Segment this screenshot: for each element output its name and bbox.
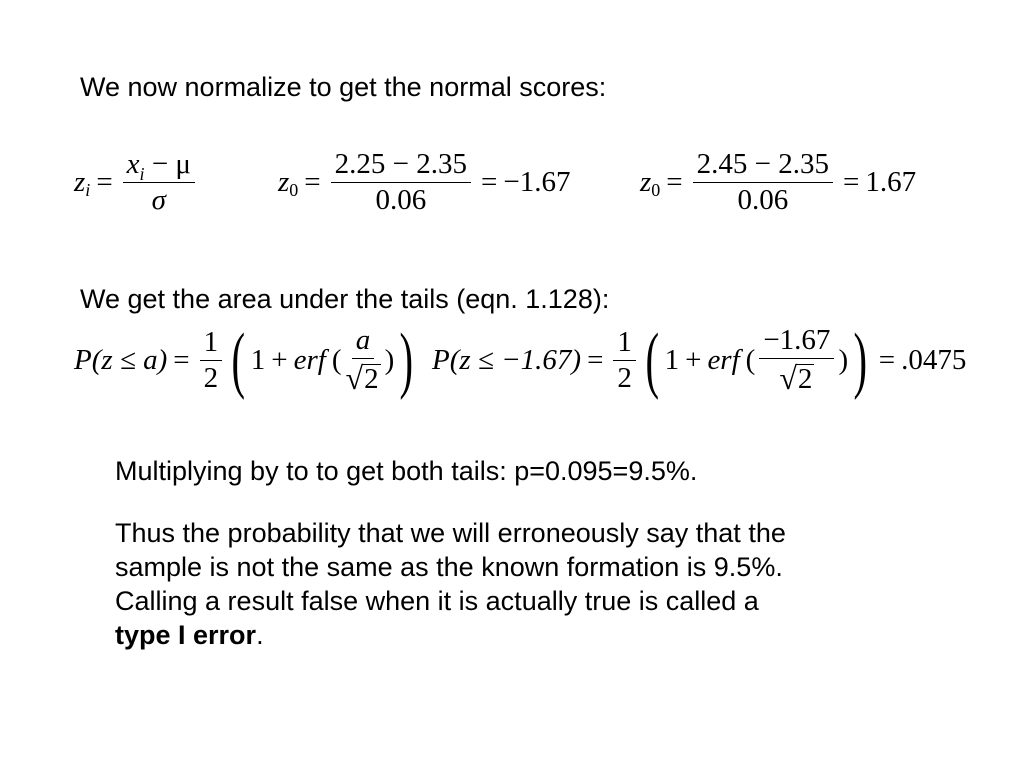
denominator: 0.06	[737, 184, 789, 216]
sqrt-radicand: 2	[797, 363, 813, 395]
result-value: −1.67	[503, 166, 571, 198]
fraction-z0-negative	[331, 150, 471, 215]
denominator: 2	[203, 362, 219, 394]
numerator: 2.45 − 2.35	[693, 150, 833, 183]
period: .	[256, 620, 264, 650]
sqrt-radicand: 2	[364, 363, 379, 395]
numerator: 2.25 − 2.35	[331, 150, 471, 183]
mu-symbol: μ	[175, 148, 191, 180]
fraction-erf-argument: −1.67 √ 2	[759, 326, 834, 395]
subscript-i: i	[85, 179, 91, 200]
heading-normalize: We now normalize to get the normal scores:	[80, 72, 607, 102]
probability-lhs: P(z ≤ a)	[74, 344, 168, 376]
fraction-one-half	[200, 328, 223, 393]
result-value: 1.67	[865, 166, 917, 198]
equation-z0-positive: z 0 = $\frac{2.45 - 2.35}{0.06}$ = 1.67	[640, 148, 917, 216]
text-line: Calling a result false when it is actually true is called a	[115, 586, 759, 616]
sigma-symbol: σ	[151, 184, 166, 216]
fraction-z0-positive	[693, 150, 833, 215]
x-symbol: x	[126, 148, 140, 180]
equation-probability-specific: P(z ≤ −1.67) = $\frac{1}{2}$ ( 1 + erf ( −1.67 √ 2 ) ) = .0475	[432, 318, 967, 401]
z-symbol: z	[640, 166, 652, 198]
equation-z-definition: z i = $\frac{x_i - \mu}{\sigma}$	[74, 150, 199, 215]
denominator: 0.06	[375, 184, 427, 216]
z-symbol: z	[74, 166, 86, 198]
subscript-0: 0	[651, 179, 661, 200]
numerator: −1.67	[759, 326, 834, 359]
fraction-erf-argument: a √ 2	[345, 324, 379, 396]
result-value: .0475	[901, 344, 967, 376]
subscript-i: i	[139, 164, 145, 184]
paragraph-type-one-error	[115, 516, 786, 652]
denominator: 2	[617, 362, 632, 394]
subscript-0: 0	[289, 179, 299, 200]
numerator: 1	[613, 328, 636, 361]
paragraph-both-tails: Multiplying by to to get both tails: p=0.095=9.5%.	[115, 456, 698, 486]
probability-lhs: P(z ≤ −1.67)	[432, 344, 582, 376]
heading-tail-area: We get the area under the tails (eqn. 1.128):	[80, 284, 610, 314]
numerator: a	[352, 326, 375, 359]
equation-probability-general: P(z ≤ a) = $\frac{1}{2}$ ( 1 + erf ( a √ 2 ) )	[74, 318, 414, 401]
erf-function: erf	[707, 344, 740, 376]
one: 1	[250, 344, 266, 376]
text-line: sample is not the same as the known formation is 9.5%.	[115, 552, 783, 582]
text-line	[115, 618, 786, 652]
numerator: 1	[200, 328, 223, 361]
type-i-error-term: type I error	[115, 620, 257, 650]
erf-function: erf	[293, 344, 326, 376]
fraction-standardize: $\frac{x_i - \mu}{\sigma}$	[123, 150, 195, 215]
z-symbol: z	[278, 166, 290, 198]
text-line: Thus the probability that we will erroneously say that the	[115, 518, 786, 548]
fraction-one-half	[613, 328, 636, 393]
one: 1	[664, 344, 680, 376]
equation-z0-negative: z 0 = $\frac{2.25 - 2.35}{0.06}$ = −1.67	[278, 148, 571, 216]
